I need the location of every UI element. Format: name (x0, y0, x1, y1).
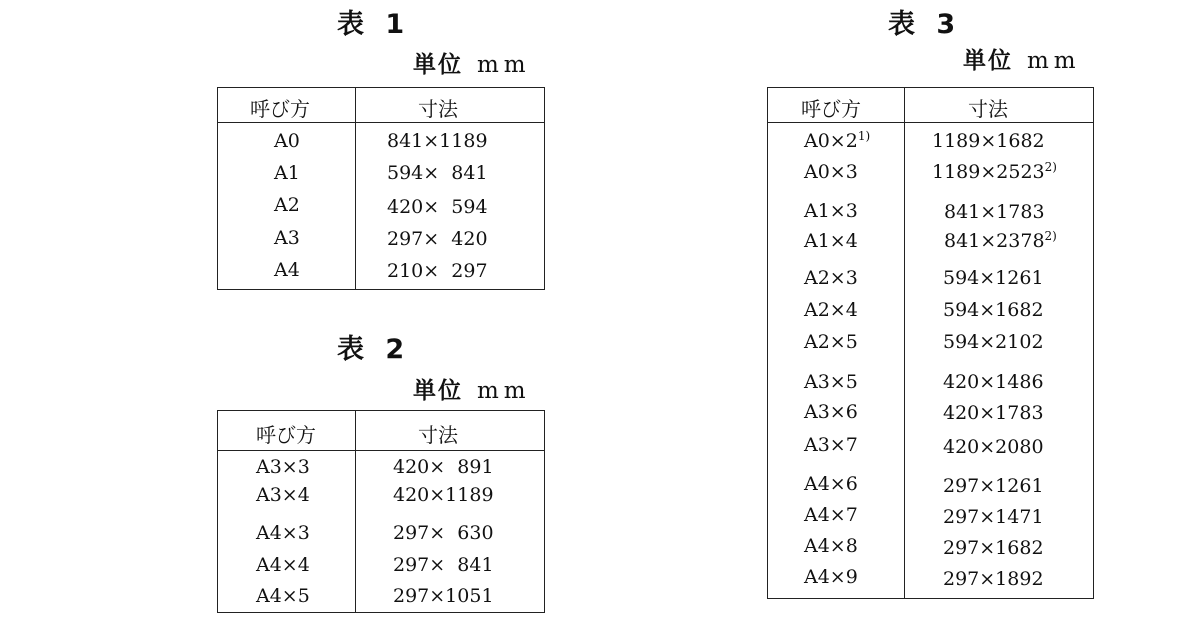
table1-row-5-size: 210× 297 (387, 260, 488, 282)
table3-row-14-size: 297×1892 (943, 568, 1044, 590)
table2-row-2-name: A3×4 (256, 484, 310, 506)
table3-row-11-size: 297×1261 (943, 475, 1044, 497)
table3-header-name: 呼び方 (801, 97, 861, 121)
table3-row-13-name: A4×8 (804, 535, 858, 557)
table3-unit-value: mm (1027, 48, 1081, 74)
table3-unit-label: 単位 (963, 48, 1013, 74)
table1-column-divider (355, 88, 356, 289)
table2-row-5-name: A4×5 (256, 585, 310, 607)
table3-row-9-name: A3×6 (804, 401, 858, 423)
table1-row-3-size: 420× 594 (387, 196, 488, 218)
table3-row-3-name: A1×3 (804, 200, 858, 222)
table2-row-1-size: 420× 891 (393, 456, 494, 478)
table2-unit-label: 単位 (413, 378, 463, 404)
table3-row-1-size: 1189×1682 (932, 130, 1045, 152)
table1-header-row (218, 88, 544, 123)
table3-row-10-size: 420×2080 (943, 436, 1044, 458)
table3-row-9-size: 420×1783 (943, 402, 1044, 424)
table1-header-name: 呼び方 (250, 97, 310, 121)
table3-row-1-name: $A0\times 2^{1)}$ (804, 129, 871, 152)
table3-row-11-name: A4×6 (804, 473, 858, 495)
table3-row-6-name: A2×4 (804, 299, 858, 321)
table3-row-7-size: 594×2102 (943, 331, 1044, 353)
table3 (767, 87, 1094, 599)
table3-row-5-name: A2×3 (804, 267, 858, 289)
table3-row-13-size: 297×1682 (943, 537, 1044, 559)
table1 (217, 87, 545, 290)
table2-row-1-name: A3×3 (256, 456, 310, 478)
table1-unit-value: mm (477, 52, 531, 78)
table3-row-7-name: A2×5 (804, 331, 858, 353)
table1-row-4-name: A3 (274, 227, 300, 249)
footnote-2-marker: 2) (1044, 229, 1057, 243)
table1-row-1-size: 841×1189 (387, 130, 488, 152)
table1-header-size: 寸法 (418, 97, 458, 121)
table3-header-row (768, 88, 1093, 123)
table2-header-row (218, 411, 544, 451)
table3-title: 表 3 (888, 9, 962, 40)
table3-row-12-name: A4×7 (804, 504, 858, 526)
table2-unit-value: mm (477, 378, 531, 404)
table3-row-6-size: 594×1682 (943, 299, 1044, 321)
table2-column-divider (355, 411, 356, 612)
table3-row-5-size: 594×1261 (943, 267, 1044, 289)
table2-row-5-size: 297×1051 (393, 585, 494, 607)
table2-row-4-name: A4×4 (256, 554, 310, 576)
table1-row-1-name: A0 (274, 130, 300, 152)
table2-row-2-size: 420×1189 (393, 484, 494, 506)
table3-unit (963, 42, 1081, 75)
table1-row-2-name: A1 (274, 162, 300, 184)
table2-header-name: 呼び方 (256, 423, 316, 447)
table3-row-8-size: 420×1486 (943, 371, 1044, 393)
table1-unit (413, 46, 531, 79)
table3-row-4-name: A1×4 (804, 230, 858, 252)
table3-row-2-name: A0×3 (804, 161, 858, 183)
table3-row-4-size: $841\times 2378^{2)}$ (944, 229, 1057, 252)
table1-row-4-size: 297× 420 (387, 228, 488, 250)
table3-row-14-name: A4×9 (804, 566, 858, 588)
table1-row-2-size: 594× 841 (387, 162, 488, 184)
table2-title: 表 2 (337, 334, 411, 365)
table3-row-10-name: A3×7 (804, 434, 858, 456)
footnote-1-marker: 1) (857, 129, 871, 143)
table2 (217, 410, 545, 613)
table1-row-3-name: A2 (274, 194, 300, 216)
table3-row-3-size: 841×1783 (944, 201, 1045, 223)
table3-row-8-name: A3×5 (804, 371, 858, 393)
table3-header-size: 寸法 (968, 97, 1008, 121)
table3-row-12-size: 297×1471 (943, 506, 1044, 528)
table2-row-3-name: A4×3 (256, 522, 310, 544)
table2-row-4-size: 297× 841 (393, 554, 494, 576)
footnote-2-marker: 2) (1044, 160, 1057, 174)
table3-row-2-size: $1189\times 2523^{2)}$ (932, 160, 1057, 183)
table1-row-5-name: A4 (274, 259, 300, 281)
table1-unit-label: 単位 (413, 52, 463, 78)
table1-title: 表 1 (337, 9, 411, 40)
table3-column-divider (904, 88, 905, 598)
table2-header-size: 寸法 (418, 423, 458, 447)
table2-unit (413, 372, 531, 405)
table2-row-3-size: 297× 630 (393, 522, 494, 544)
